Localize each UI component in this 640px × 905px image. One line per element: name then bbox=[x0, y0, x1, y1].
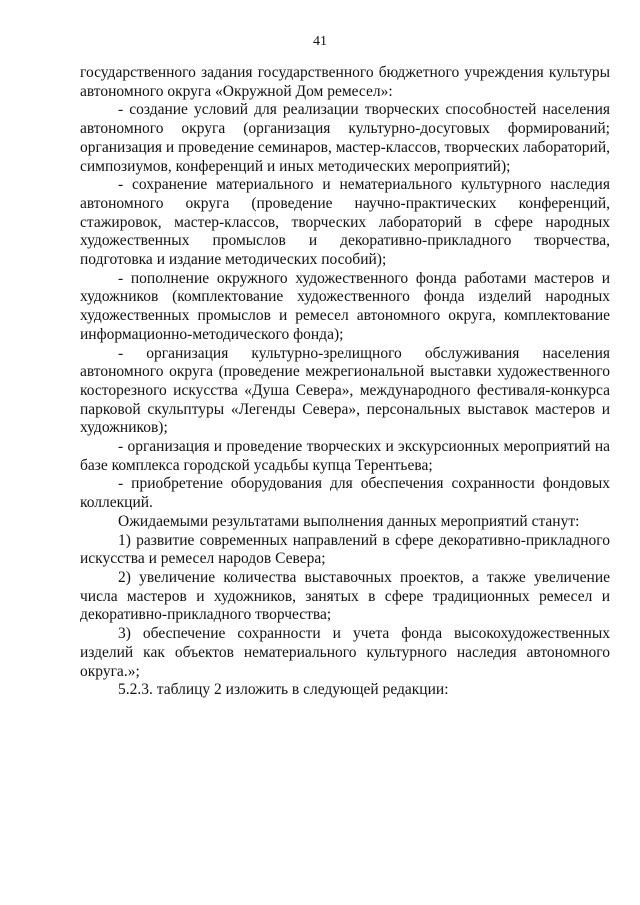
list-item-equipment: - приобретение оборудования для обеспечения сохранности фондовых коллекций. bbox=[80, 475, 610, 512]
list-item-excursions: - организация и проведение творческих и экскурсионных мероприятий на базе комплекса городской усадьбы купца Терентьева; bbox=[80, 438, 610, 474]
result-item-1: 1) развитие современных направлений в сфере декоративно-прикладного искусства и ремесел народов Севера; bbox=[80, 531, 610, 568]
list-item-cultural-service: - организация культурно-зрелищного обслуживания населения автономного округа (проведение межрегиональной выставки художественного косторезного искусства «Душа Севера», международного фестиваля-конкурса парковой скульптуры «Легенды Севера», персональных выставок мастеров и художников); bbox=[80, 344, 610, 437]
document-body bbox=[80, 64, 610, 700]
result-item-2: 2) увеличение количества выставочных проектов, а также увеличение числа мастеров и художников, занятых в сфере традиционных ремесел и декоративно-прикладного творчества; bbox=[80, 568, 610, 624]
result-item-3: 3) обеспечение сохранности и учета фонда высокохудожественных изделий как объектов нематериального культурного наследия автономного округа.»; bbox=[80, 625, 610, 680]
list-item-conditions: - создание условий для реализации творческих способностей населения автономного округа (организация культурно-досуговых формирований; организация и проведение семинаров, мастер-классов, творческих лабораторий, симпозиумов, конференций и иных методических мероприятий); bbox=[80, 101, 610, 175]
paragraph-table-instruction: 5.2.3. таблицу 2 изложить в следующей редакции: bbox=[118, 681, 449, 699]
paragraph-intro: государственного задания государственного бюджетного учреждения культуры автономного округа «Окружной Дом ремесел»: bbox=[80, 64, 610, 100]
list-item-art-fund: - пополнение окружного художественного фонда работами мастеров и художников (комплектование художественного фонда изделий народных художественных промыслов и ремесел автономного округа, комплектование информационно-методического фонда); bbox=[80, 269, 610, 343]
paragraph-expected-results: Ожидаемыми результатами выполнения данных мероприятий станут: bbox=[118, 512, 580, 530]
list-item-heritage: - сохранение материального и нематериального культурного наследия автономного округа (проведение научно-практических конференций, стажировок, мастер-классов, творческих лабораторий в сфере народных художественных промыслов и декоративно-прикладного творчества, подготовка и издание методических пособий); bbox=[80, 176, 610, 269]
page-number: 41 bbox=[313, 34, 327, 49]
